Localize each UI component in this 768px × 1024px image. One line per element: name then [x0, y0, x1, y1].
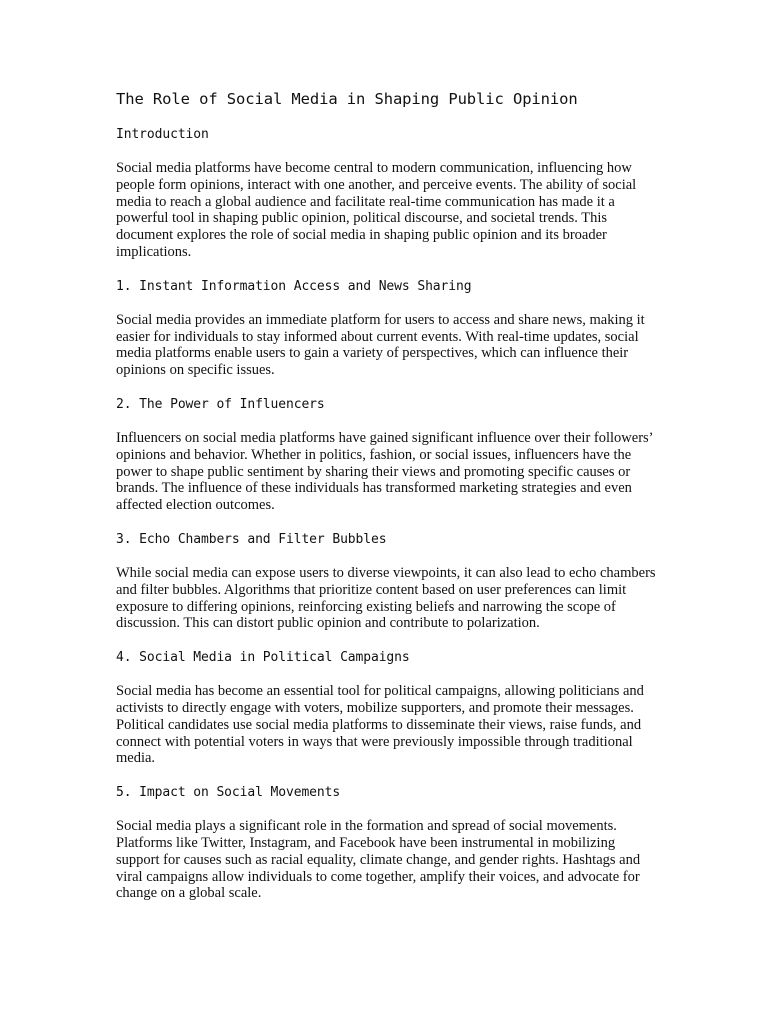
section-5-paragraph: Social media plays a significant role in the formation and spread of social movements. Platforms like Twitter, Instagram, and Facebook have been instrumental in mobilizing support for causes such as racial equality, climate change, and gender rights. Hashtags and viral campaigns allow individuals to come together, amplify their voices, and advocate for change on a global scale. — [116, 818, 641, 902]
document-page — [116, 88, 656, 919]
section-4-heading: 4. Social Media in Political Campaigns — [116, 650, 410, 666]
document-title: The Role of Social Media in Shaping Public Opinion — [116, 90, 578, 108]
intro-paragraph: Social media platforms have become central to modern communication, influencing how people form opinions, interact with one another, and perceive events. The ability of social media to reach a global audience and facilitate real-time communication has made it a powerful tool in shaping public opinion, political discourse, and societal trends. This document explores the role of social media in shaping public opinion and its broader implications. — [116, 160, 637, 260]
section-2-heading: 2. The Power of Influencers — [116, 396, 325, 412]
section-2-paragraph: Influencers on social media platforms have gained significant influence over their followers’ opinions and behavior. Whether in politics, fashion, or social issues, influencers have the power to shape public sentiment by sharing their views and promoting specific causes or brands. The influence of these individuals has transformed marketing strategies and even affected election outcomes. — [116, 429, 653, 514]
section-3-paragraph: While social media can expose users to diverse viewpoints, it can also lead to echo chambers and filter bubbles. Algorithms that prioritize content based on user preferences can limit exposure to differing opinions, reinforcing existing beliefs and narrowing the scope of discussion. This can distort public opinion and contribute to polarization. — [116, 564, 656, 632]
section-3-heading: 3. Echo Chambers and Filter Bubbles — [116, 531, 387, 547]
section-5-heading: 5. Impact on Social Movements — [116, 785, 341, 801]
section-1-heading: 1. Instant Information Access and News Sharing — [116, 278, 472, 294]
section-1-paragraph: Social media provides an immediate platform for users to access and share news, making it easier for individuals to stay informed about current events. With real-time updates, social media platforms enable users to gain a variety of perspectives, which can influence their opinions on specific issues. — [116, 311, 645, 379]
intro-heading: Introduction — [116, 127, 209, 142]
section-4-paragraph: Social media has become an essential tool for political campaigns, allowing politicians and activists to directly engage with voters, mobilize supporters, and promote their messages. Political candidates use social media platforms to disseminate their views, raise funds, and connect with potential voters in ways that were previously impossible through traditional media. — [116, 683, 644, 767]
